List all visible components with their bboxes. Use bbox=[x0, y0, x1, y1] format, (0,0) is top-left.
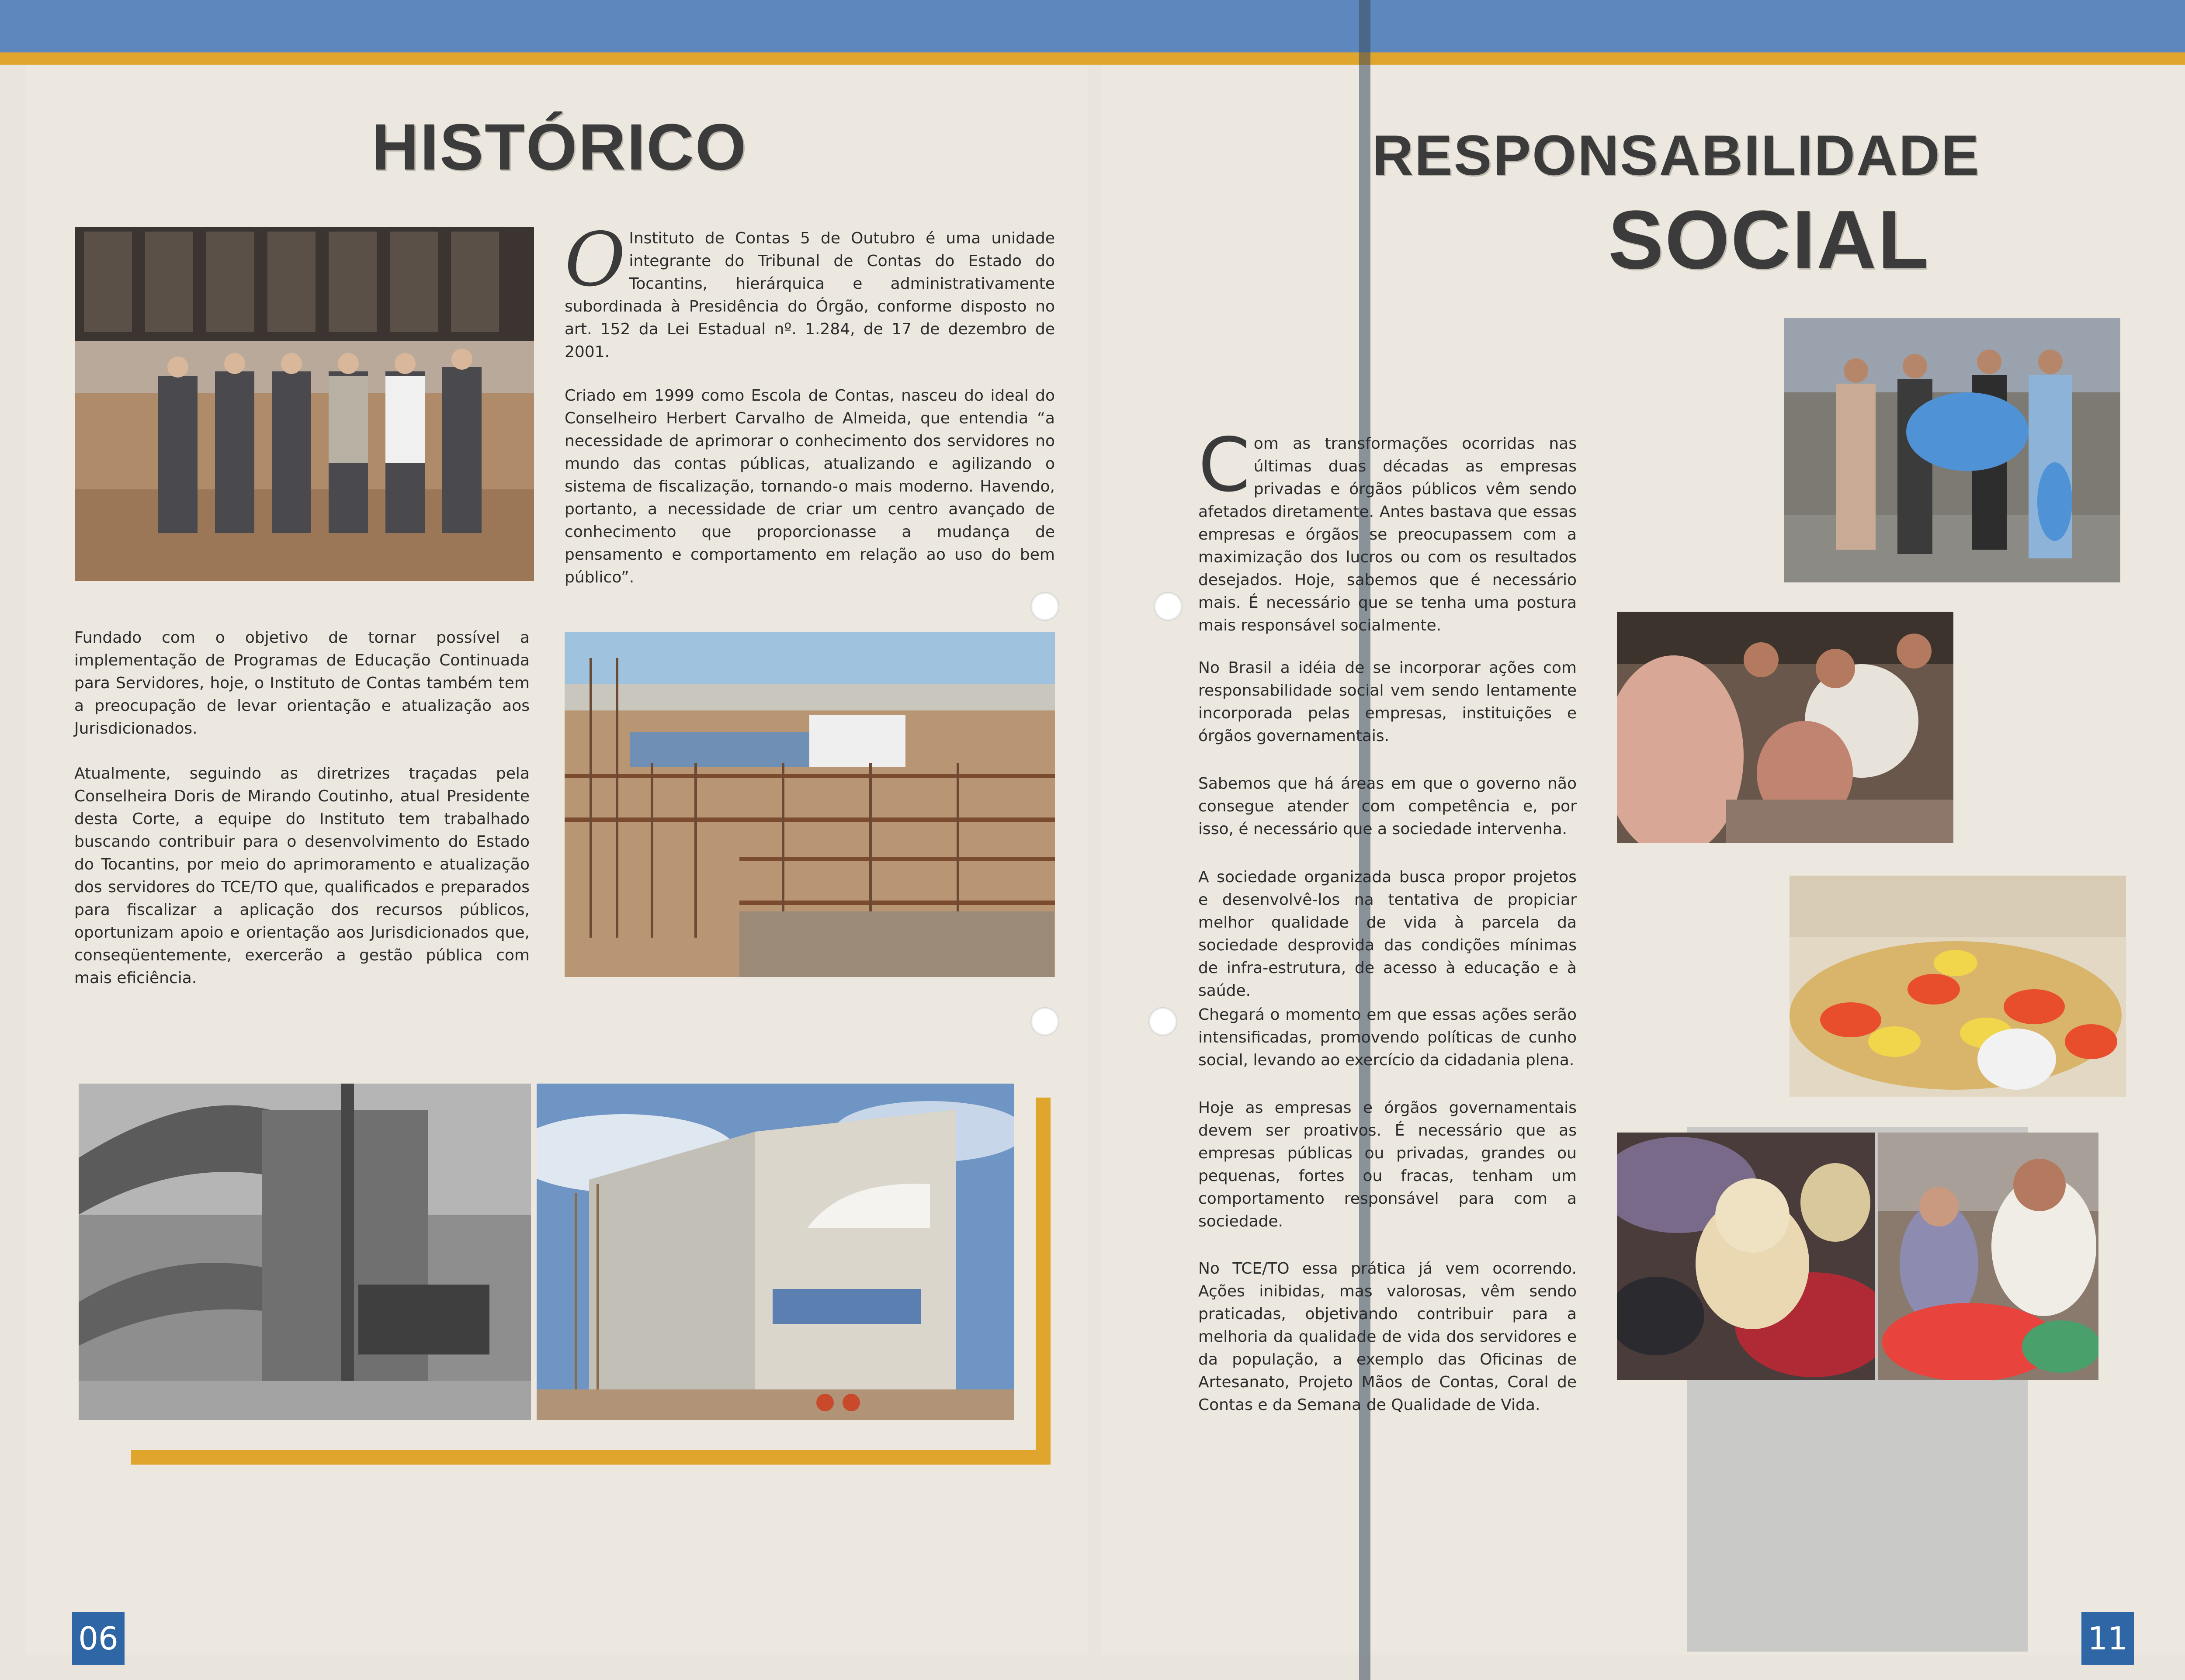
photo-donation-bags bbox=[1784, 318, 2120, 582]
binder-hole-right-bottom bbox=[1148, 1007, 1177, 1036]
photo-women-sewing bbox=[1878, 1133, 2098, 1380]
dropcap-c: C bbox=[1198, 422, 1250, 509]
paragraph-brasil: No Brasil a idéia de se incorporar ações com responsabilidade social vem sendo lentamente incorporada pelas empresas, instituições e órgãos governamentais. bbox=[1198, 659, 1577, 745]
photo-stuffed-toys bbox=[1617, 1133, 1875, 1380]
photo-craft-workshop-image bbox=[1617, 612, 1953, 843]
binder-hole-left-top bbox=[1030, 592, 1059, 621]
binder-hole-left-bottom bbox=[1030, 1007, 1059, 1036]
photo-building-color bbox=[537, 1084, 1014, 1420]
intro-text-social: om as transformações ocorridas nas últimas duas décadas as empresas privadas e órgãos públicos vêm sendo afetados diretamente. Antes bastava que essas empresas e órgãos se preocupassem com a maximização dos lucros ou com os resultados desejados. Hoje, sabemos que é necessário mais. É necessário que se tenha uma postura mais responsável socialmente. bbox=[1198, 435, 1577, 634]
page-title-historico: HISTÓRICO bbox=[371, 110, 748, 184]
paragraph-chegara: Chegará o momento em que essas ações serão intensificadas, promovendo políticas de cunho social, levando ao exercício da cidadania plena. bbox=[1198, 1006, 1577, 1069]
photo-building-bw bbox=[79, 1084, 531, 1420]
top-blue-band bbox=[0, 0, 2185, 52]
page-title-social: SOCIAL bbox=[1608, 194, 1930, 286]
binder-hole-right-top bbox=[1154, 592, 1183, 621]
photo-food-baskets-image bbox=[1790, 876, 2126, 1097]
paragraph-founded: Fundado com o objetivo de tornar possível a implementação de Programas de Educação Continuada para Servidores, hoje, o Instituto de Contas também tem a preocupação de levar orientação e atualização aos Jurisdicionados. bbox=[74, 629, 530, 738]
photo-women-sewing-image bbox=[1878, 1133, 2098, 1380]
paragraph-tce: No TCE/TO essa prática já vem ocorrendo. Ações inibidas, mas valorosas, vêm sendo praticadas, objetivando contribuir para a melhoria da qualidade de vida dos servidores e da população, a exemplo das Oficinas de Artesanato, Projeto Mãos de Contas, Coral de Contas e da Semana de Qualidade de Vida. bbox=[1198, 1260, 1577, 1414]
intro-paragraph-social bbox=[1198, 422, 1577, 637]
gold-frame-right-edge bbox=[1036, 1098, 1051, 1465]
top-gold-stripe bbox=[0, 52, 2185, 65]
photo-construction-site bbox=[565, 632, 1055, 977]
photo-stuffed-toys-image bbox=[1617, 1133, 1875, 1380]
page-title-responsabilidade: RESPONSABILIDADE bbox=[1372, 123, 1980, 187]
paragraph-sociedade: A sociedade organizada busca propor projetos e desenvolvê-los na tentativa de propiciar melhor qualidade de vida à parcela da sociedade desprovida das condições mínimas de infra-estrutura, de acesso à educação e à saúde. bbox=[1198, 868, 1577, 1000]
photo-group-of-men bbox=[75, 227, 534, 581]
paragraph-created-1999: Criado em 1999 como Escola de Contas, nasceu do ideal do Conselheiro Herbert Carvalho de Almeida, que entendia “a necessidade de aprimorar o conhecimento dos servidores no mundo das contas públicas, atualizando e agilizando o sistema de fiscalização, tornando-o mais moderno. Havendo, portanto, a necessidade de criar um centro avançado de conhecimento que proporcionasse a mudança de pensamento e comportamento em relação ao uso do bem público”. bbox=[565, 387, 1055, 586]
photo-group-of-men-image bbox=[75, 227, 534, 581]
photo-building-color-image bbox=[537, 1084, 1014, 1420]
paragraph-sabemos: Sabemos que há áreas em que o governo não consegue atender com competência e, por isso, é necessário que a sociedade intervenha. bbox=[1198, 775, 1577, 838]
photo-donation-bags-image bbox=[1784, 318, 2120, 582]
photo-food-baskets bbox=[1790, 876, 2126, 1097]
photo-building-bw-image bbox=[79, 1084, 531, 1420]
intro-paragraph-historico bbox=[565, 217, 1055, 364]
photo-construction-site-image bbox=[565, 632, 1055, 977]
page-number-right: 11 bbox=[2081, 1612, 2134, 1665]
gold-frame-bottom-edge bbox=[131, 1450, 1051, 1465]
page-number-left: 06 bbox=[72, 1612, 125, 1665]
paragraph-currently: Atualmente, seguindo as diretrizes traçadas pela Conselheira Doris de Mirando Coutinho, atual Presidente desta Corte, a equipe do Instituto tem trabalhado buscando contribuir para o desenvolvimento do Estado do Tocantins, por meio do aprimoramento e atualização dos servidores do TCE/TO que, qualificados e preparados para fiscalizar a aplicação dos recursos públicos, oportunizam apoio e orientação aos Jurisdicionados que, conseqüentemente, exercerão a gestão pública com mais eficiência. bbox=[74, 765, 530, 987]
intro-text-historico: Instituto de Contas 5 de Outubro é uma unidade integrante do Tribunal de Contas do Estado do Tocantins, hierárquica e administrativamente subordinada à Presidência do Órgão, conforme disposto no art. 152 da Lei Estadual nº. 1.284, de 17 de dezembro de 2001. bbox=[565, 229, 1055, 361]
dropcap-o: O bbox=[565, 217, 626, 303]
paragraph-hoje: Hoje as empresas e órgãos governamentais devem ser proativos. É necessário que as empresas públicas ou privadas, grandes ou pequenas, fortes ou fracas, tenham um comportamento responsável para com a sociedade. bbox=[1198, 1099, 1577, 1230]
photo-craft-workshop bbox=[1617, 612, 1953, 843]
